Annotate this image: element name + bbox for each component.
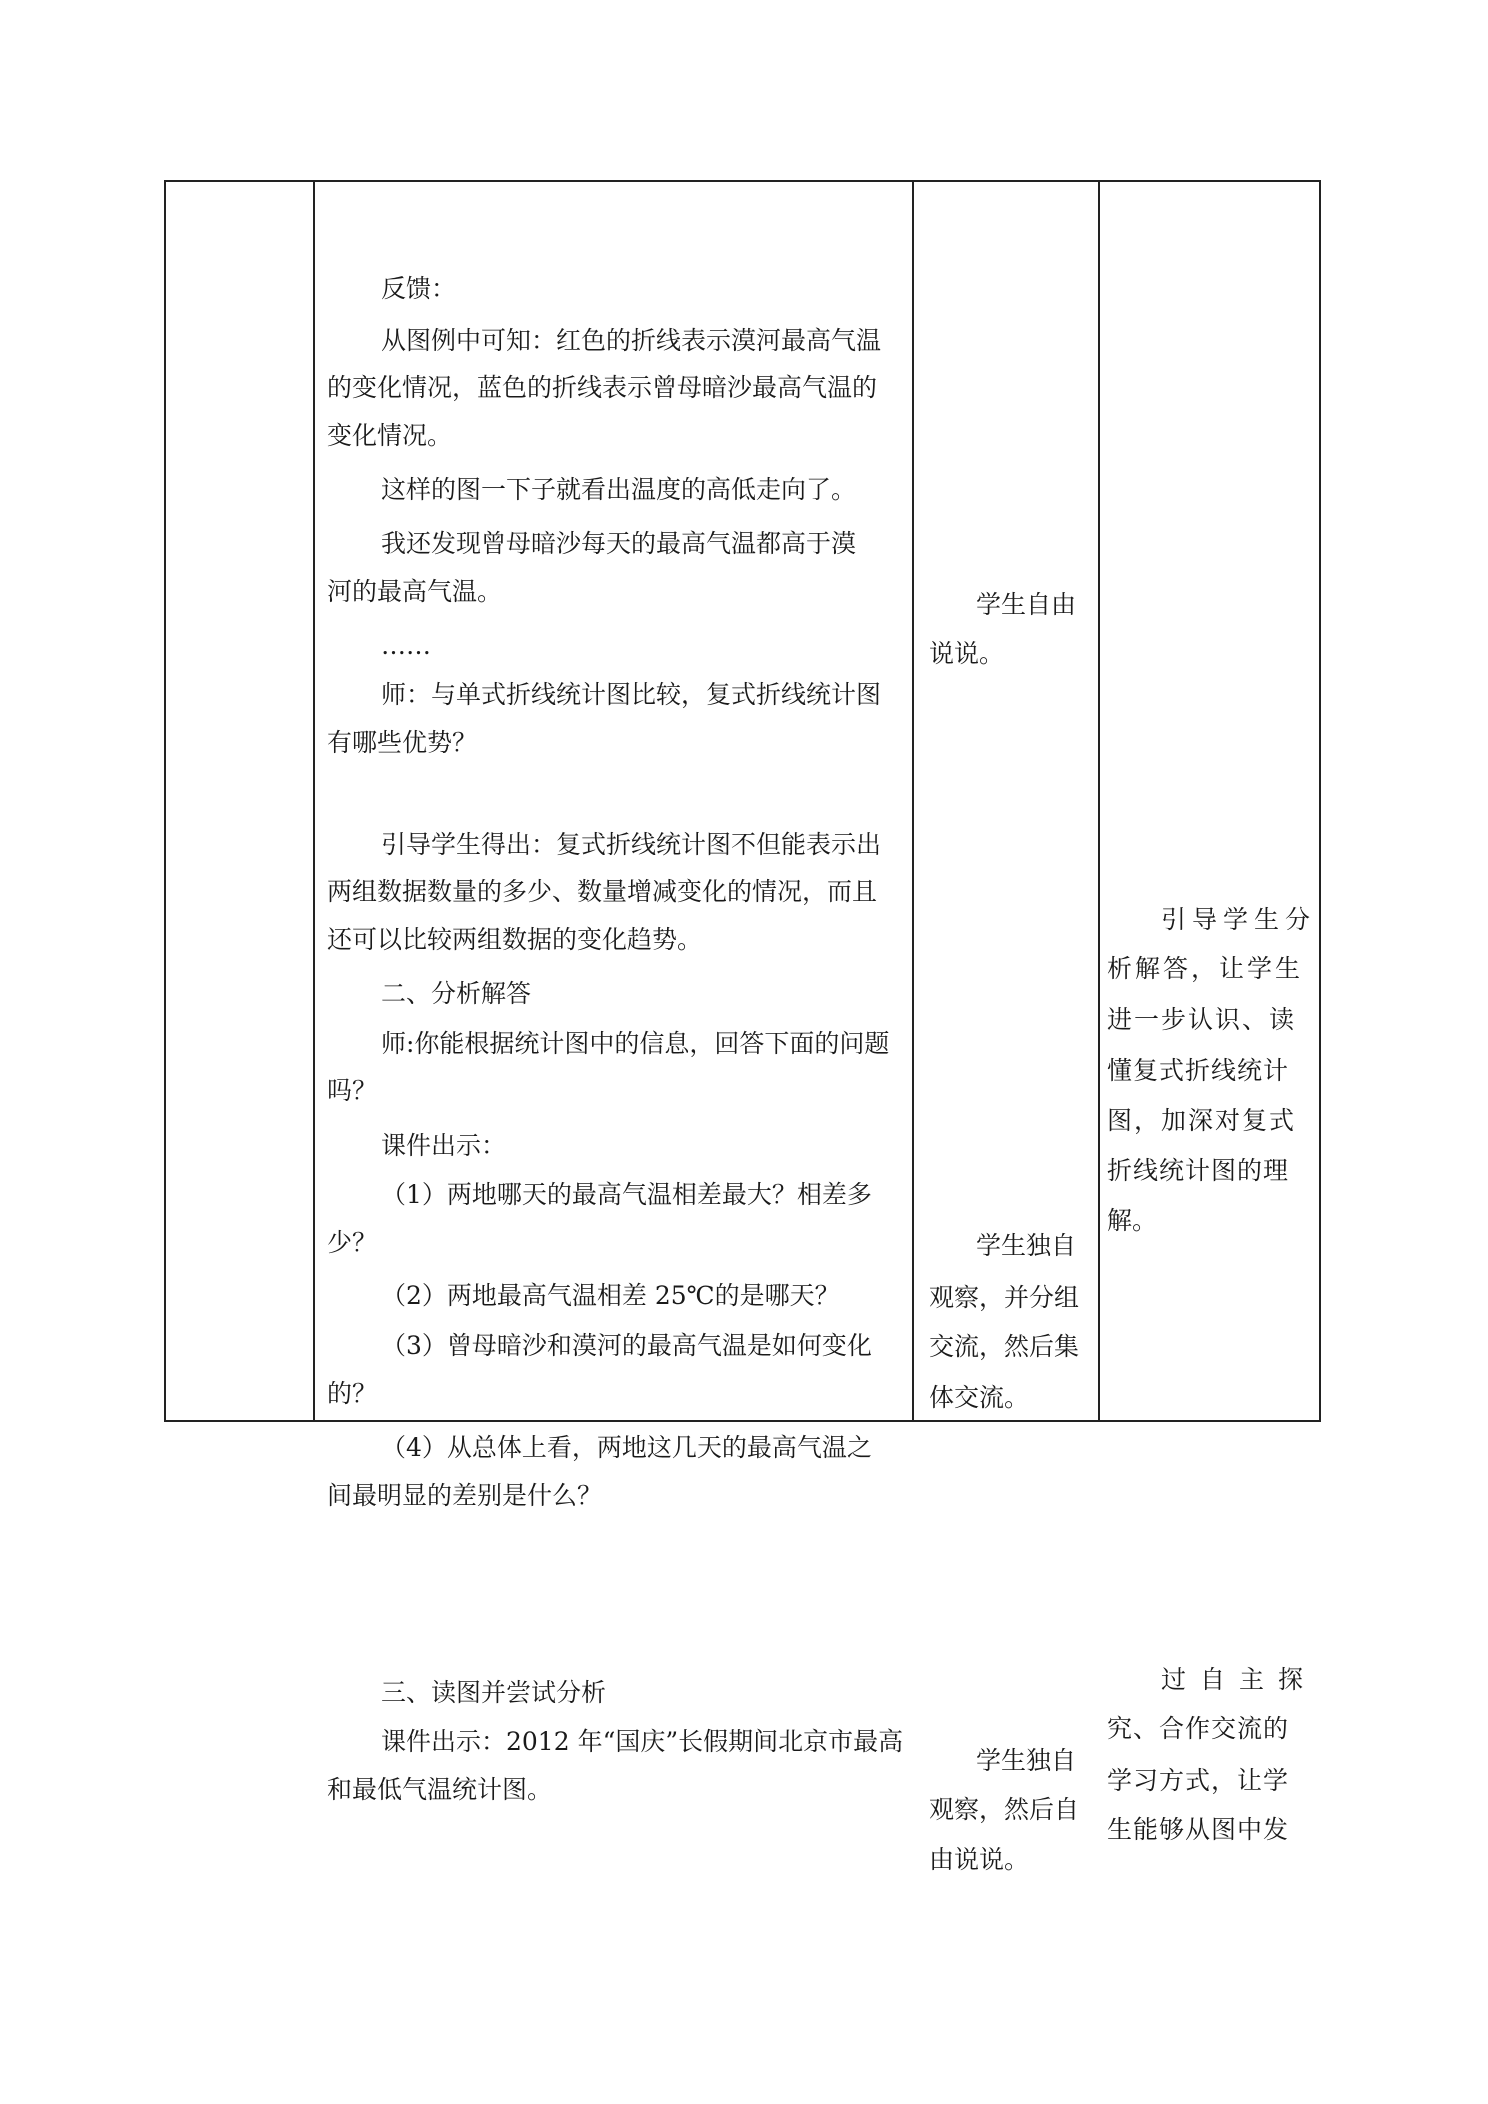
intent-line: 究、合作交流的 (1107, 1714, 1290, 1743)
process-line: 三、读图并尝试分析 (381, 1678, 607, 1707)
student-line: 学生自由 (976, 590, 1077, 619)
intent-line: 过自主探 (1161, 1665, 1318, 1694)
process-line: 课件出示： (381, 1131, 507, 1160)
process-line: 吗？ (327, 1076, 378, 1105)
column-divider (313, 182, 315, 1420)
student-line: 体交流。 (929, 1383, 1030, 1412)
process-line: 两组数据数量的多少、数量增减变化的情况，而且 (327, 877, 878, 906)
process-line: 引导学生得出：复式折线统计图不但能表示出 (381, 830, 882, 859)
student-line: 说说。 (929, 639, 1005, 668)
intent-line: 引导学生分 (1161, 905, 1317, 934)
process-line: 有哪些优势？ (327, 728, 478, 757)
process-line: （3）曾母暗沙和漠河的最高气温是如何变化 (381, 1331, 872, 1360)
process-line: 师:你能根据统计图中的信息，回答下面的问题 (381, 1029, 890, 1058)
student-line: 学生独自 (976, 1231, 1077, 1260)
student-line: 交流，然后集 (929, 1332, 1080, 1361)
student-line: 观察，并分组 (929, 1283, 1080, 1312)
intent-line: 进一步认识、读 (1107, 1005, 1297, 1034)
process-line: 河的最高气温。 (327, 577, 503, 606)
intent-line: 析解答，让学生 (1107, 954, 1304, 983)
process-line: （1）两地哪天的最高气温相差最大？相差多 (381, 1180, 872, 1209)
process-line: 师：与单式折线统计图比较，复式折线统计图 (381, 680, 882, 709)
intent-line: 折线统计图的理 (1107, 1156, 1290, 1185)
process-line: 变化情况。 (327, 421, 453, 450)
intent-line: 图，加深对复式 (1107, 1106, 1297, 1135)
process-line: 还可以比较两组数据的变化趋势。 (327, 925, 703, 954)
student-line: 由说说。 (929, 1845, 1030, 1874)
process-line: 课件出示：2012 年“国庆”长假期间北京市最高 (381, 1727, 904, 1756)
student-line: 学生独自 (976, 1746, 1077, 1775)
process-line: 二、分析解答 (381, 979, 532, 1008)
column-divider (1098, 182, 1100, 1420)
process-line: （2）两地最高气温相差 25℃的是哪天？ (381, 1281, 840, 1310)
process-line: 我还发现曾母暗沙每天的最高气温都高于漠 (381, 529, 857, 558)
process-line: 间最明显的差别是什么？ (327, 1481, 603, 1510)
process-line: 从图例中可知：红色的折线表示漠河最高气温 (381, 326, 882, 355)
process-line: （4）从总体上看，两地这几天的最高气温之 (381, 1433, 872, 1462)
process-line: 的变化情况，蓝色的折线表示曾母暗沙最高气温的 (327, 373, 878, 402)
column-divider (912, 182, 914, 1420)
process-line: …… (381, 631, 431, 660)
intent-line: 懂复式折线统计 (1107, 1056, 1290, 1085)
process-line: 少？ (327, 1228, 378, 1257)
student-line: 观察，然后自 (929, 1795, 1080, 1824)
process-line: 和最低气温统计图。 (327, 1775, 553, 1804)
intent-line: 学习方式，让学 (1107, 1766, 1290, 1795)
intent-line: 生能够从图中发 (1107, 1815, 1290, 1844)
process-line: 反馈： (381, 274, 457, 303)
intent-line: 解。 (1107, 1206, 1158, 1235)
process-line: 的？ (327, 1379, 378, 1408)
process-line: 这样的图一下子就看出温度的高低走向了。 (381, 475, 857, 504)
